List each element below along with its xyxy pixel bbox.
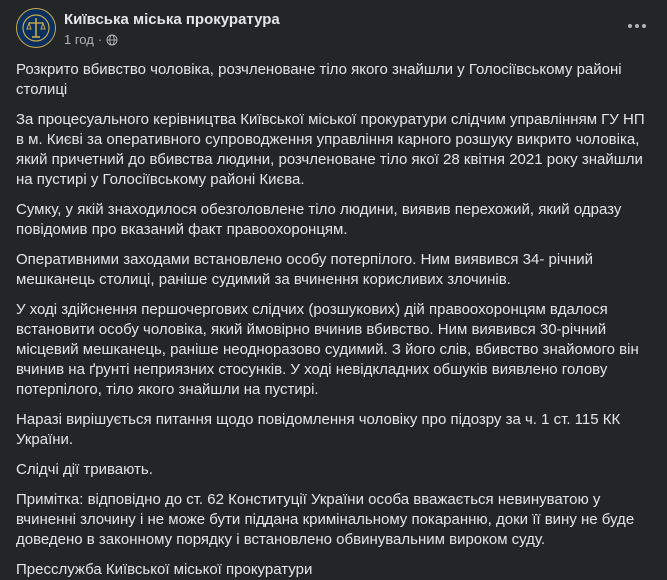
more-options-icon (627, 23, 647, 29)
more-options-button[interactable] (619, 12, 655, 40)
post-header-text (64, 8, 280, 49)
post-paragraph: У ході здійснення першочергових слідчих (розшукових) дій правоохоронцям вдалося встановити особу чоловіка, який ймовірно вчинив вбивство. Ним виявився 30-річний місцевий мешканець, раніше неодноразово судимий. З його слів, вбивство знайомого він вчинив на ґрунті неприязних стосунків. У ході невідкладних обшуків виявлено голову потерпілого, тіло якого знайшли на пустирі. (16, 301, 639, 398)
meta-separator: · (97, 32, 103, 47)
post-paragraph: Наразі вирішується питання щодо повідомлення чоловіку про підозру за ч. 1 ст. 115 КК України. (16, 411, 621, 448)
post-paragraph: Оперативними заходами встановлено особу потерпілого. Ним виявився 34- річний мешканець столиці, раніше судимий за вчинення корисливих злочинів. (16, 251, 594, 288)
prosecutor-emblem-icon[interactable] (16, 8, 56, 48)
post-timestamp[interactable]: 1 год (64, 32, 94, 47)
post-paragraph: За процесуального керівництва Київської міської прокуратури слідчим управлінням ГУ НП в м. Києві за оперативного супроводження управління карного розшуку викрито чоловіка, який причетний до вбивства людини, розчленоване тіло якої 28 квітня 2021 року знайшли на пустирі у Голосіївському районі Києва. (16, 111, 645, 188)
post-paragraph: Слідчі дії тривають. (16, 461, 153, 478)
post-author[interactable]: Київська міська прокуратура (64, 11, 280, 28)
post-header (16, 8, 651, 52)
post-note-paragraph: Примітка: відповідно до ст. 62 Конституції України особа вважається невинуватою у вчиненні злочину і не може бути піддана кримінальному покаранню, доки її вину не буде доведено в законному порядку і встановлено обвинувальним вироком суду. (16, 491, 635, 548)
post-paragraph: Сумку, у якій знаходилося обезголовлене тіло людини, виявив перехожий, який одразу повідомив про вказаний факт правоохоронцям. (16, 201, 622, 238)
post-signature: Пресслужба Київської міської прокуратури (16, 561, 313, 578)
post-body (16, 60, 651, 580)
post-title-paragraph: Розкрито вбивство чоловіка, розчленоване тіло якого знайшли у Голосіївському районі столиці (16, 61, 622, 98)
globe-icon[interactable] (106, 34, 118, 46)
post-meta (64, 31, 280, 49)
